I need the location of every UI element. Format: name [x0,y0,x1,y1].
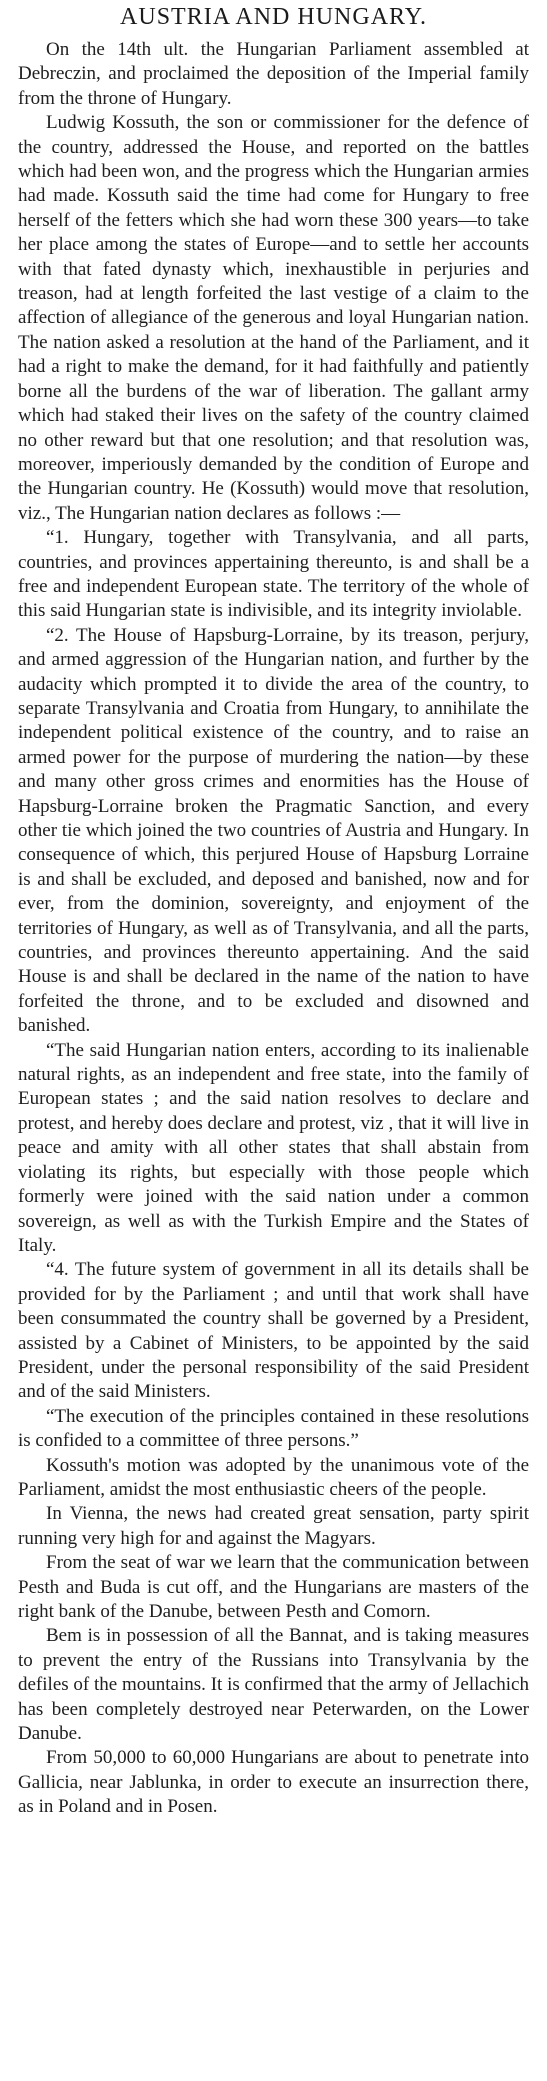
paragraph-resolution-4: “4. The future system of government in all its details shall be provided for by the Parliament ; and until that work shall have been consummated the country shall be governed by a President, assisted by a Cabinet of Ministers, to be appointed by the said President, under the personal responsibility of the said President and of the said Ministers. [18,1259,529,1403]
paragraph-motion-adopted: Kossuth's motion was adopted by the unanimous vote of the Parliament, amidst the most enthusiastic cheers of the people. [18,1454,529,1500]
paragraph-resolution-2: “2. The House of Hapsburg-Lorraine, by its treason, perjury, and armed aggression of the Hungarian nation, and further by the audacity which prompted it to divide the area of the country, to separate Transylvania and Croatia from Hungary, to annihilate the independent political existence of the country, and to raise an armed power for the purpose of murdering the nation—by these and many other gross crimes and enormities has the House of Hapsburg-Lorraine broken the Pragmatic Sanction, and every other tie which joined the two countries of Austria and Hungary. In consequence of which, this perjured House of Hapsburg Lorraine is and shall be excluded, and deposed and banished, now and for ever, from the dominion, sovereignty, and enjoyment of the territories of Hungary, as well as of Transylvania, and all the parts, countries, and provinces thereunto appertaining. And the said House is and shall be declared in the name of the nation to have forfeited the throne, and to be excluded and disowned and banished. [18,624,529,1037]
paragraph-kossuth-address: Ludwig Kossuth, the son or commissioner for the defence of the country, addressed the House, and reported on the battles which had been won, and the progress which the Hungarian armies had made. Kossuth said the time had come for Hungary to free herself of the fetters which she had worn these 300 years—to take her place among the states of Europe—and to settle her accounts with that fated dynasty which, inexhaustible in perjuries and treason, had at length forfeited the last vestige of a claim to the affection of allegiance of the generous and loyal Hungarian nation. The nation asked a resolution at the hand of the Parliament, and it had a right to make the demand, for it had faithfully and patiently borne all the burdens of the war of liberation. The gallant army which had staked their lives on the safety of the country claimed no other reward but that one resolution; and that resolution was, moreover, imperiously demanded by the condition of Europe and the Hungarian country. He (Kossuth) would move that resolution, viz., The Hungarian nation declares as follows :— [18,112,529,524]
newspaper-column [18,0,529,1820]
article-headline: AUSTRIA AND HUNGARY. [120,4,427,30]
paragraph-bem-bannat: Bem is in possession of all the Bannat, and is taking measures to prevent the entry of the Russians into Transylvania by the defiles of the mountains. It is confirmed that the army of Jellachich has been completely destroyed near Peterwarden, on the Lower Danube. [18,1625,529,1745]
paragraph-vienna: In Vienna, the news had created great sensation, party spirit running very high for and against the Magyars. [18,1503,529,1549]
paragraph-deposition: On the 14th ult. the Hungarian Parliament assembled at Debreczin, and proclaimed the deposition of the Imperial family from the throne of Hungary. [18,39,529,109]
paragraph-gallicia: From 50,000 to 60,000 Hungarians are about to penetrate into Gallicia, near Jablunka, in order to execute an insurrection there, as in Poland and in Posen. [18,1747,529,1818]
article-body [18,38,529,1820]
paragraph-seat-of-war: From the seat of war we learn that the communication between Pesth and Buda is cut off, and the Hungarians are masters of the right bank of the Danube, between Pesth and Comorn. [18,1552,529,1622]
paragraph-resolution-1: “1. Hungary, together with Transylvania, and all parts, countries, and provinces appertaining thereunto, is and shall be a free and independent European state. The territory of the whole of this said Hungarian state is indivisible, and its integrity inviolable. [18,527,529,622]
paragraph-resolution-3: “The said Hungarian nation enters, according to its inalienable natural rights, as an independent and free state, into the family of European states ; and the said nation resolves to declare and protest, and hereby does declare and protest, viz , that it will live in peace and amity with all other states that shall abstain from violating its rights, but especially with those people which formerly were joined with the said nation under a common sovereign, as well as with the Turkish Empire and the States of Italy. [18,1039,529,1256]
paragraph-execution-committee: “The execution of the principles contained in these resolutions is confided to a committee of three persons.” [18,1405,529,1452]
